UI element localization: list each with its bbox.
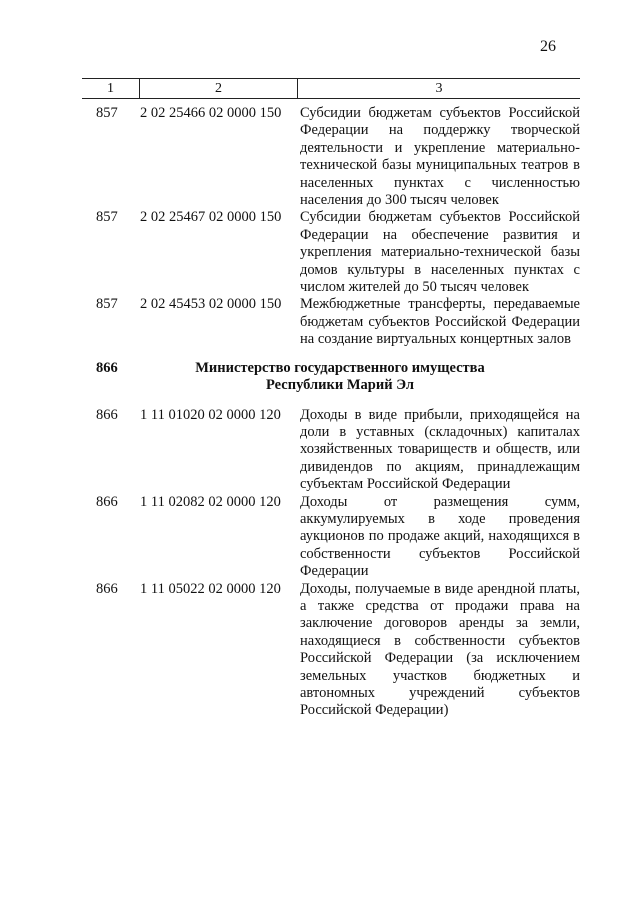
table-row [82, 296, 580, 348]
description-cell: Субсидии бюджетам субъектов Российской Федерации на обеспечение развития и укрепления материально-технической базы домов культуры в населенных пунктах с числом жителей до 50 тысяч человек [300, 209, 580, 296]
table-body [82, 105, 580, 720]
admin-code-cell: 866 [96, 580, 118, 597]
table-row [82, 407, 580, 494]
table-row [82, 581, 580, 720]
budget-code-cell: 2 02 45453 02 0000 150 [140, 296, 282, 313]
section-title-line-2: Республики Марий Эл [266, 377, 414, 394]
page-number: 26 [540, 38, 556, 55]
table-row [82, 209, 580, 296]
column-header-2: 2 [140, 79, 298, 98]
description-cell: Доходы от размещения сумм, аккумулируемых в ходе проведения аукционов по продаже акций, находящихся в собственности субъектов Российской Федерации [300, 493, 580, 580]
budget-code-cell: 2 02 25466 02 0000 150 [140, 105, 282, 121]
column-header-1: 1 [82, 79, 140, 98]
admin-code-cell: 857 [96, 209, 118, 226]
section-heading-row [82, 360, 580, 395]
admin-code-cell: 857 [96, 105, 118, 121]
budget-code-cell: 1 11 02082 02 0000 120 [140, 493, 281, 510]
description-cell: Межбюджетные трансферты, передаваемые бюджетам субъектов Российской Федерации на создание виртуальных концертных залов [300, 296, 580, 348]
table-row [82, 494, 580, 581]
column-header-3: 3 [435, 81, 443, 96]
admin-code-cell: 857 [96, 296, 118, 313]
admin-code-cell: 866 [96, 493, 118, 510]
description-cell: Доходы в виде прибыли, приходящейся на доли в уставных (складочных) капиталах хозяйственных товариществ и обществ, или дивидендов по акциям, принадлежащим субъектам Российской Федерации [300, 406, 580, 493]
description-cell: Субсидии бюджетам субъектов Российской Федерации на поддержку творческой деятельности и укрепление материально-технической базы муниципальных театров в населенных пунктах с численностью населения до 300 тысяч человек [300, 105, 580, 209]
table-header [82, 78, 580, 99]
budget-code-cell: 2 02 25467 02 0000 150 [140, 209, 282, 226]
section-title-line-1: Министерство государственного имущества [195, 359, 485, 376]
section-title [140, 360, 580, 395]
section-admin-code: 866 [96, 359, 118, 376]
table-row [82, 105, 580, 209]
budget-code-cell: 1 11 01020 02 0000 120 [140, 406, 281, 423]
description-cell: Доходы, получаемые в виде арендной платы, а также средства от продажи права на заключение договоров аренды за земли, находящиеся в собственности субъектов Российской Федерации (за исключением земельных участков бюджетных и автономных учреждений субъектов Российской Федерации) [300, 580, 580, 719]
revenue-table [82, 78, 580, 720]
budget-code-cell: 1 11 05022 02 0000 120 [140, 580, 281, 597]
admin-code-cell: 866 [96, 406, 118, 423]
